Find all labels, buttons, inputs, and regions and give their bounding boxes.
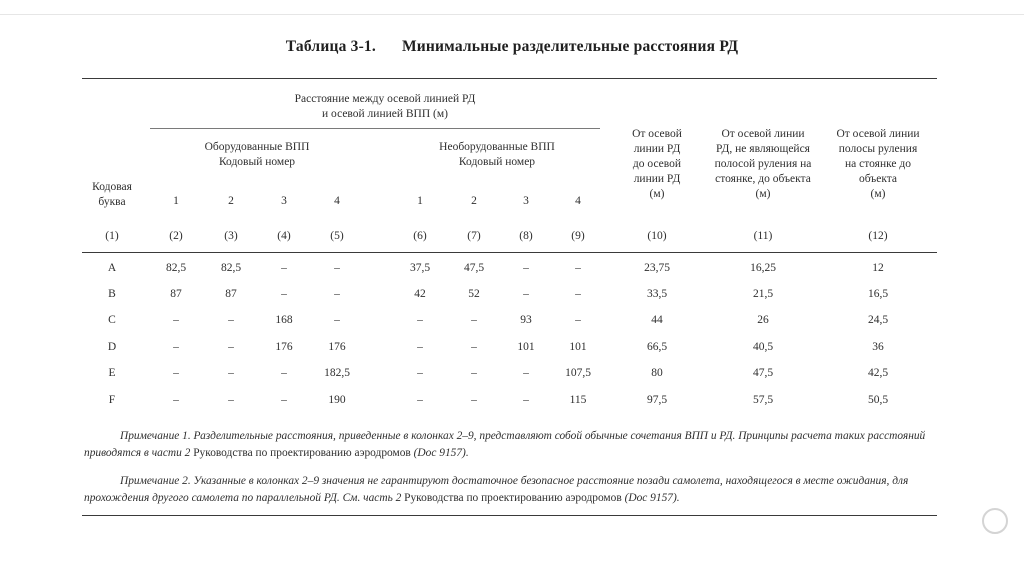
table-cell: –	[173, 314, 179, 326]
code-number: 3	[281, 195, 287, 207]
code-number: 1	[173, 195, 179, 207]
note-2	[84, 473, 940, 507]
table-cell: –	[228, 394, 234, 406]
table-cell: 97,5	[646, 394, 668, 406]
table-top-rule	[82, 78, 937, 79]
table-cell: –	[417, 341, 423, 353]
table-bottom-rule	[82, 515, 937, 516]
column-index: (7)	[467, 230, 481, 242]
table-cell: 82,5	[220, 262, 242, 274]
header-equipped-line: Кодовый номер	[218, 156, 296, 168]
table-cell: 93	[520, 314, 532, 326]
row-code-letter: E	[108, 367, 116, 379]
row-code-letter: C	[108, 314, 116, 326]
table-cell: 16,5	[867, 288, 889, 300]
header-col11-line: стоянке, до объекта	[715, 173, 811, 185]
header-col11-line: РД, не являющейся	[716, 143, 810, 155]
code-number: 2	[228, 195, 234, 207]
row-code-letter: D	[107, 341, 117, 353]
table-cell: 80	[651, 367, 663, 379]
row-code-letter: A	[107, 262, 117, 274]
column-index: (1)	[105, 230, 119, 242]
column-index: (5)	[330, 230, 344, 242]
table-cell: 36	[872, 341, 884, 353]
watermark-logo-icon	[982, 508, 1008, 534]
table-title	[0, 38, 1024, 56]
table-cell: –	[523, 394, 529, 406]
table-cell: 66,5	[646, 341, 668, 353]
table-cell: 40,5	[752, 341, 774, 353]
table-cell: 47,5	[752, 367, 774, 379]
table-cell: –	[471, 367, 477, 379]
table-cell: 12	[872, 262, 884, 274]
table-cell: 33,5	[646, 288, 668, 300]
header-unequipped-line: Кодовый номер	[458, 156, 536, 168]
note-1-text: Примечание 1. Разделительные расстояния, приведенные в колонках 2–9, представляют собой обычные сочетания ВПП и РД. Принципы расчета таких расстояний приводятся в части 2	[84, 430, 926, 459]
table-cell: –	[575, 262, 581, 274]
header-group-main-line: и осевой линией ВПП (м)	[322, 108, 448, 120]
table-cell: 101	[517, 341, 535, 353]
table-cell: 24,5	[867, 314, 889, 326]
column-index: (9)	[571, 230, 585, 242]
header-col11-line: (м)	[755, 188, 771, 200]
table-cell: 23,75	[644, 262, 670, 274]
code-number: 4	[575, 195, 581, 207]
table-cell: 21,5	[752, 288, 774, 300]
table-cell: –	[471, 314, 477, 326]
header-unequipped-line: Необорудованные ВПП	[439, 141, 555, 153]
header-col10	[632, 127, 682, 202]
table-cell: –	[417, 367, 423, 379]
table-cell: 42,5	[867, 367, 889, 379]
header-equipped	[205, 140, 310, 170]
note-2-text: Примечание 2. Указанные в колонках 2–9 значения не гарантируют достаточное безопасное расстояние позади самолета, находящегося в месте ожидания, для прохождения другого самолета по параллельной РД. См. часть 2	[84, 475, 909, 504]
table-cell: 107,5	[565, 367, 591, 379]
table-cell: 101	[569, 341, 587, 353]
header-col10-line: до осевой	[632, 158, 682, 170]
header-equipped-line: Оборудованные ВПП	[204, 141, 310, 153]
table-cell: –	[281, 288, 287, 300]
table-cell: 182,5	[324, 367, 350, 379]
table-cell: –	[334, 262, 340, 274]
table-cell: –	[575, 288, 581, 300]
table-cell: –	[281, 367, 287, 379]
header-col11-line: От осевой линии	[721, 128, 805, 140]
header-bottom-rule	[82, 252, 937, 253]
note-2-ref: Руководства по проектированию аэродромов	[404, 492, 622, 504]
table-cell: 87	[170, 288, 182, 300]
note-2-doc: (Doc 9157).	[621, 492, 680, 504]
table-cell: 42	[414, 288, 426, 300]
column-index: (6)	[413, 230, 427, 242]
code-number: 3	[523, 195, 529, 207]
table-cell: –	[471, 394, 477, 406]
header-col12-line: (м)	[870, 188, 886, 200]
header-group-main	[295, 92, 476, 122]
table-cell: 16,25	[750, 262, 776, 274]
table-cell: –	[417, 314, 423, 326]
table-cell: –	[228, 314, 234, 326]
top-divider	[0, 14, 1024, 15]
table-cell: 115	[569, 394, 587, 406]
table-cell: 50,5	[867, 394, 889, 406]
column-index: (2)	[169, 230, 183, 242]
table-cell: –	[228, 341, 234, 353]
table-cell: –	[334, 288, 340, 300]
column-index: (11)	[753, 230, 773, 242]
table-cell: 176	[275, 341, 293, 353]
note-1	[84, 428, 940, 462]
row-code-letter: F	[108, 394, 116, 406]
table-cell: 87	[225, 288, 237, 300]
table-cell: 37,5	[409, 262, 431, 274]
header-unequipped	[439, 140, 555, 170]
header-group-rule	[150, 128, 600, 129]
table-cell: –	[471, 341, 477, 353]
header-col11	[715, 127, 812, 202]
table-cell: –	[281, 262, 287, 274]
column-index: (8)	[519, 230, 533, 242]
code-number: 1	[417, 195, 423, 207]
table-cell: 168	[275, 314, 293, 326]
table-cell: –	[173, 394, 179, 406]
table-cell: 44	[651, 314, 663, 326]
table-number: Таблица 3-1.	[285, 38, 376, 55]
table-cell: 190	[328, 394, 346, 406]
header-col10-line: линии РД	[633, 143, 681, 155]
table-cell: –	[523, 367, 529, 379]
header-group-main-line: Расстояние между осевой линией РД	[294, 93, 476, 105]
table-caption: Минимальные разделительные расстояния РД	[401, 38, 739, 55]
table-cell: –	[523, 288, 529, 300]
header-col12-line: От осевой линии	[836, 128, 920, 140]
table-cell: 57,5	[752, 394, 774, 406]
table-cell: 82,5	[165, 262, 187, 274]
column-index: (10)	[647, 230, 667, 242]
column-index: (4)	[277, 230, 291, 242]
header-col10-line: линии РД	[633, 173, 681, 185]
row-code-letter: B	[108, 288, 116, 300]
table-cell: –	[523, 262, 529, 274]
note-1-doc: (Doc 9157).	[410, 447, 469, 459]
table-cell: –	[417, 394, 423, 406]
header-col12-line: объекта	[858, 173, 898, 185]
header-col11-line: полосой руления на	[714, 158, 812, 170]
header-col12	[836, 127, 919, 202]
header-col12-line: на стоянке до	[845, 158, 911, 170]
header-col10-line: От осевой	[632, 128, 682, 140]
header-code-letter-line: буква	[98, 196, 126, 208]
table-cell: –	[228, 367, 234, 379]
table-cell: –	[281, 394, 287, 406]
table-cell: –	[173, 367, 179, 379]
table-cell: –	[575, 314, 581, 326]
column-index: (12)	[868, 230, 888, 242]
column-index: (3)	[224, 230, 238, 242]
header-col10-line: (м)	[649, 188, 665, 200]
header-col12-line: полосы руления	[838, 143, 918, 155]
header-code-letter-line: Кодовая	[92, 181, 132, 193]
header-code-letter	[92, 180, 132, 210]
table-cell: –	[334, 314, 340, 326]
code-number: 2	[471, 195, 477, 207]
table-cell: 26	[757, 314, 769, 326]
table-cell: 176	[328, 341, 346, 353]
table-cell: –	[173, 341, 179, 353]
note-1-ref: Руководства по проектированию аэродромов	[193, 447, 411, 459]
table-cell: 52	[468, 288, 480, 300]
code-number: 4	[334, 195, 340, 207]
table-cell: 47,5	[463, 262, 485, 274]
